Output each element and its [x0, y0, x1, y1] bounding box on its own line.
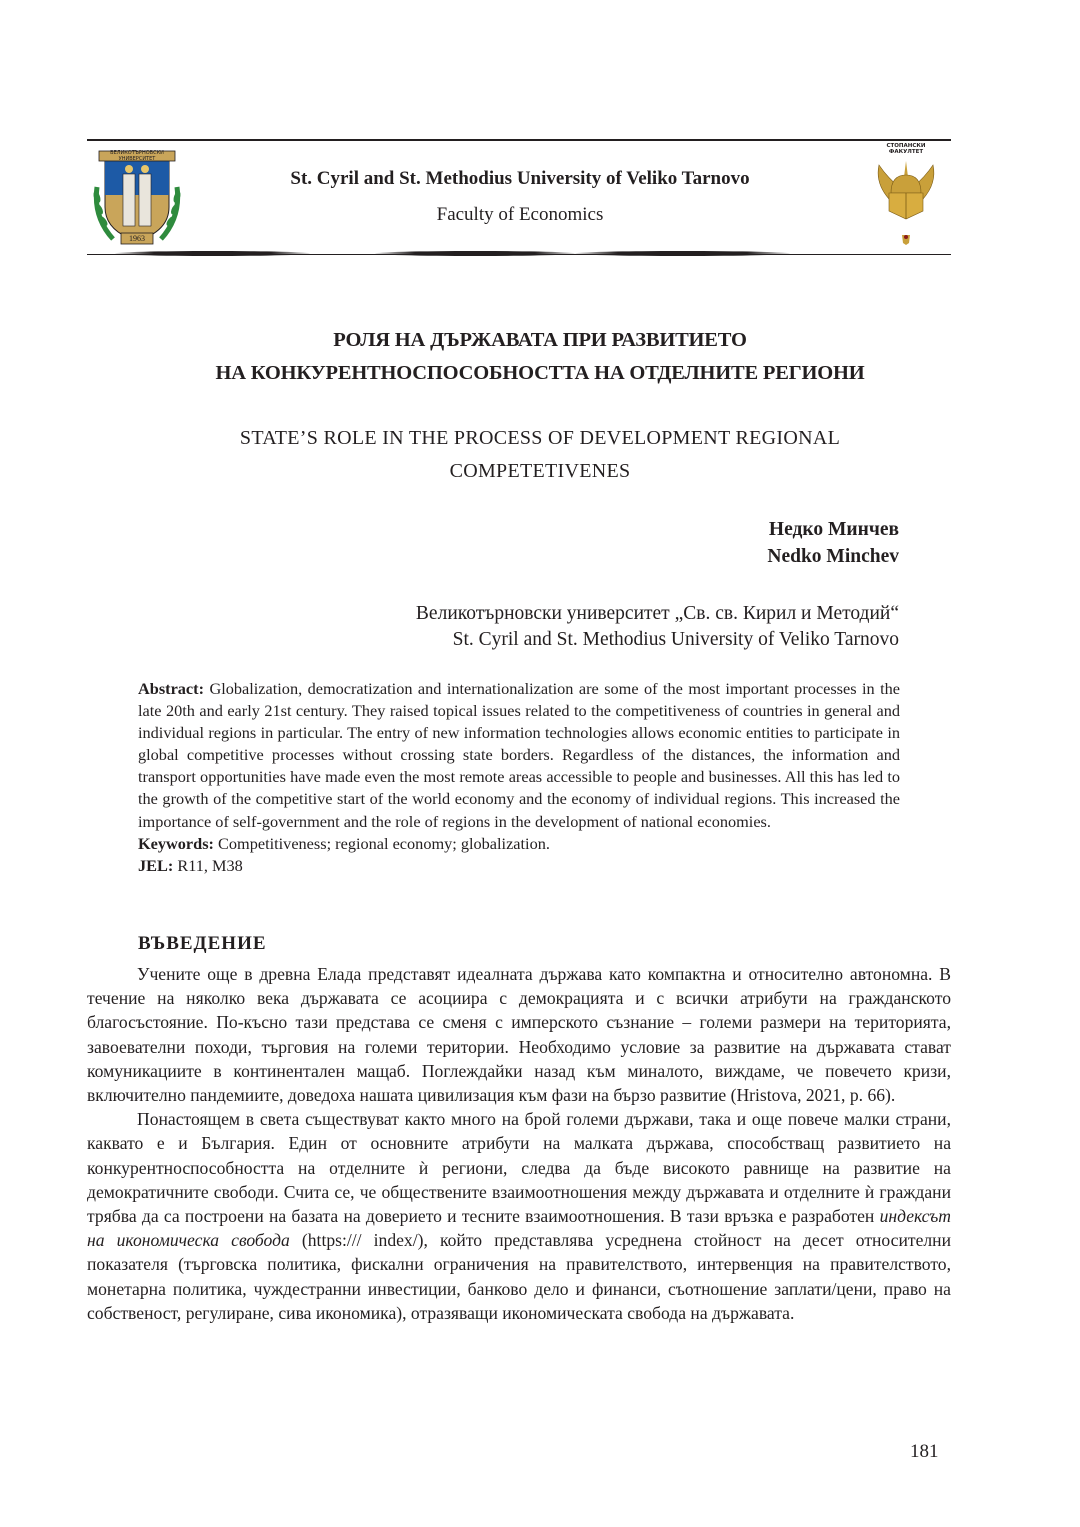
abstract-label: Abstract:	[138, 679, 205, 698]
faculty-name: Faculty of Economics	[436, 204, 604, 225]
title-en-line1: STATE’S ROLE IN THE PROCESS OF DEVELOPMENT REGIONAL	[239, 427, 841, 449]
title-en-line2: COMPETETIVENES	[449, 460, 631, 482]
affiliation-bg: Великотърновски университет „Св. св. Кирил и Методий“	[415, 603, 899, 624]
crest-icon	[91, 147, 183, 247]
keywords-text: Competitiveness; regional economy; globalization.	[218, 833, 550, 853]
jel-codes: R11, M38	[177, 855, 243, 875]
crest-banner-text: ВЕЛИКОТЪРНОВСКИ УНИВЕРСИТЕТ	[110, 150, 164, 162]
header-swash-right	[575, 251, 790, 256]
affiliation-en: St. Cyril and St. Methodius University of Veliko Tarnovo	[452, 629, 899, 650]
author-name-bg: Недко Минчев	[768, 519, 899, 540]
abstract-paragraph	[138, 678, 900, 833]
university-name: St. Cyril and St. Methodius University of Veliko Tarnovo	[290, 168, 750, 189]
jel-label: JEL:	[138, 855, 174, 875]
header-swash-left	[115, 251, 310, 256]
faculty-logo-text-line1: СТОПАНСКИ	[886, 143, 926, 149]
faculty-of-economics-logo	[873, 143, 939, 247]
header-swash-mid	[375, 251, 575, 256]
header-top-rule	[87, 139, 951, 141]
winged-helmet-icon	[873, 143, 939, 247]
title-bg-line2: НА КОНКУРЕНТНОСПОСОБНОСТТА НА ОТДЕЛНИТЕ РЕГИОНИ	[215, 362, 865, 384]
faculty-logo-text-line2: ФАКУЛТЕТ	[888, 149, 924, 155]
keywords-line	[138, 833, 900, 855]
introduction-body	[87, 962, 951, 1325]
abstract-block	[138, 678, 900, 877]
title-bg-line1: РОЛЯ НА ДЪРЖАВАТА ПРИ РАЗВИТИЕТО	[333, 329, 747, 351]
introduction-paragraph-1: Учените още в древна Елада представят идеалната държава като компактна и относително автономна. В течение на няколко века държавата се асоциира с демокрацията и с всички атрибути на гражданското благосъстояние. По-късно тази представа се сменя с имперското съзнание – големи размери на територията, завоевателни походи, търговия на големи територии. Необходимо условие за развитие на държавата стават комуникациите в континентален мащаб. Поглеждайки назад към миналото, виждаме, че повечето кризи, включително пандемиите, доведоха нашата цивилизация към фази на бързо развитие (Hristova, 2021, p. 66).	[87, 964, 951, 1106]
faculty-logo-text	[879, 143, 933, 155]
keywords-label: Keywords:	[138, 833, 214, 853]
crest-year: 1963	[129, 234, 145, 243]
page-number: 181	[910, 1441, 939, 1462]
university-crest-logo	[91, 147, 183, 247]
introduction-paragraph-2	[87, 1107, 951, 1325]
author-name-en: Nedko Minchev	[767, 546, 899, 567]
paragraph-2-end: (https:/// index/), който представлява усреднена стойност на десет относителни показателя (търговска политика, фискални ограничения на правителството, интервенция на правителството, монетарна политика, чуждестранни инвестиции, банково дело и финанси, съотношение заплати/цени, право на собственост, регулиране, сива икономика), отразяващи икономическата свобода на държавата.	[87, 1230, 951, 1323]
jel-line	[138, 855, 900, 877]
abstract-text: Globalization, democratization and internationalization are some of the most important processes in the late 20th and early 21st century. They raised topical issues related to the competitiveness of countries in general and individual regions in particular. The entry of new information technologies allows economic entities to participate in global competitive processes without crossing state borders. Regardless of the distances, the information and transport opportunities have made even the most remote areas accessible to people and businesses. All this has led to the growth of the competitive start of the world economy and the economy of individual regions. This increased the importance of self-government and the role of regions in the development of national economies.	[138, 679, 901, 831]
economic-freedom-index-term: индексът на икономическа свобода	[87, 1206, 951, 1251]
section-heading-introduction: ВЪВЕДЕНИЕ	[138, 933, 267, 954]
paragraph-2-start: Понастоящем в света съществуват както много на брой големи държави, така и още повече малки страни, каквато е и България. Един от основните атрибути на малката държава, способстващ развитието на конкурентноспособността на отделните ѝ региони, следва да бъде високото равнище на развитие на демократичните свободи. Счита се, че обществените взаимоотношения между държавата и отделните ѝ граждани трябва да са построени на базата на доверието и тесните взаимоотношения. В тази връзка е разработен	[87, 1109, 951, 1227]
